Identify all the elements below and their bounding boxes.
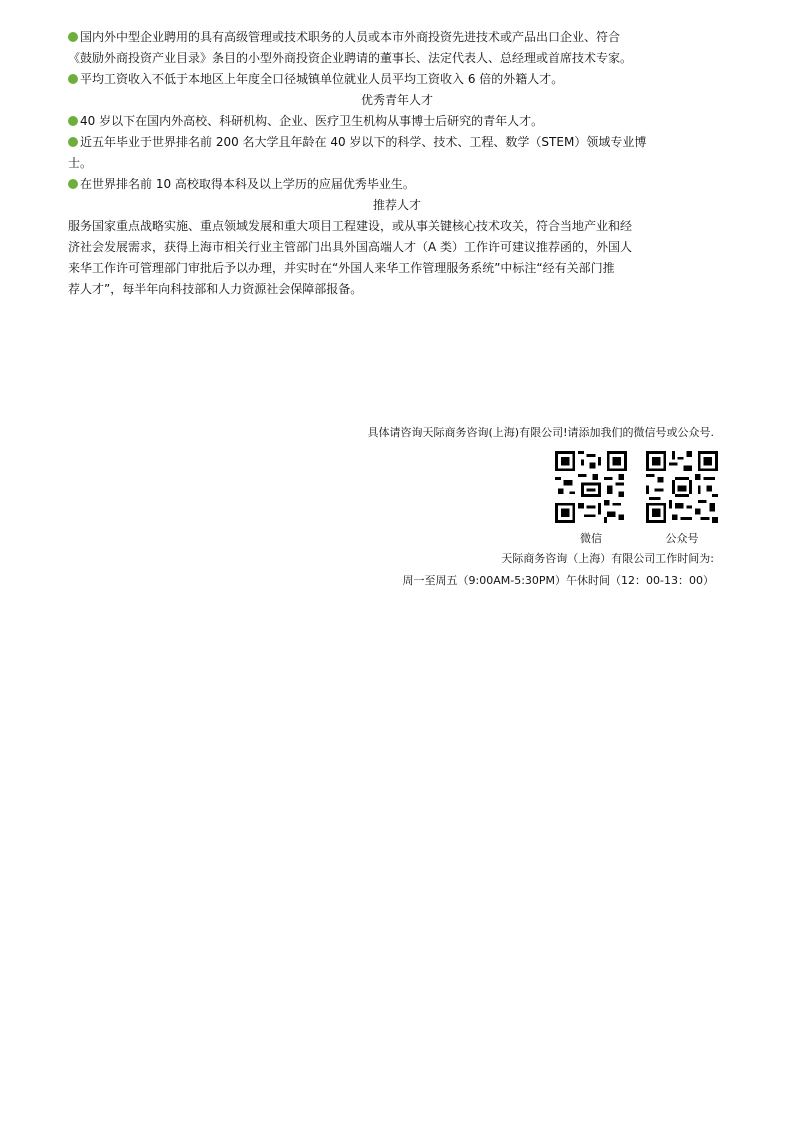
bullet-item: 国内外中型企业聘用的具有高级管理或技术职务的人员或本市外商投资先进技术或产品出口企业、符合 — [68, 27, 726, 48]
paragraph-line: 服务国家重点战略实施、重点领域发展和重大项目工程建设，或从事关键核心技术攻关，符合当地产业和经 — [68, 219, 633, 233]
contact-line: 具体请咨询天际商务咨询(上海)有限公司!请添加我们的微信号或公众号. — [367, 426, 714, 439]
official-account-label: 公众号 — [665, 532, 699, 545]
bullet-icon — [68, 179, 78, 189]
work-hours-title: 天际商务咨询（上海）有限公司工作时间为: — [501, 552, 714, 565]
bullet-icon — [68, 116, 78, 126]
bullet-icon — [68, 137, 78, 147]
paragraph-line: 荐人才”，每半年向科技部和人力资源社会保障部报备。 — [68, 282, 363, 296]
paragraph-line: 济社会发展需求，获得上海市相关行业主管部门出具外国高端人才（A 类）工作许可建议推荐函的，外国人 — [68, 240, 633, 254]
section-heading: 优秀青年人才 — [360, 93, 433, 107]
bullet-item: 近五年毕业于世界排名前 200 名大学且年龄在 40 岁以下的科学、技术、工程、数学（STEM）领域专业博 — [68, 132, 726, 153]
bullet-item: 平均工资收入不低于本地区上年度全口径城镇单位就业人员平均工资收入 6 倍的外籍人才。 — [68, 69, 726, 90]
wechat-label: 微信 — [580, 532, 602, 545]
paragraph-line: 士。 — [68, 156, 93, 170]
bullet-item: 在世界排名前 10 高校取得本科及以上学历的应届优秀毕业生。 — [68, 174, 726, 195]
bullet-icon — [68, 32, 78, 42]
document-body — [68, 27, 726, 300]
wechat-qr-code-icon — [555, 451, 627, 523]
section-heading: 推荐人才 — [372, 198, 421, 212]
paragraph-line: 《鼓励外商投资产业目录》条目的小型外商投资企业聘请的董事长、法定代表人、总经理或首席技术专家。 — [68, 51, 633, 65]
bullet-icon — [68, 74, 78, 84]
bullet-item: 40 岁以下在国内外高校、科研机构、企业、医疗卫生机构从事博士后研究的青年人才。 — [68, 111, 726, 132]
official-account-qr-code-icon — [646, 451, 718, 523]
work-hours-detail: 周一至周五（9:00AM-5:30PM）午休时间（12：00-13：00） — [402, 574, 714, 587]
paragraph-line: 来华工作许可管理部门审批后予以办理，并实时在“外国人来华工作管理服务系统”中标注“经有关部门推 — [68, 261, 615, 275]
